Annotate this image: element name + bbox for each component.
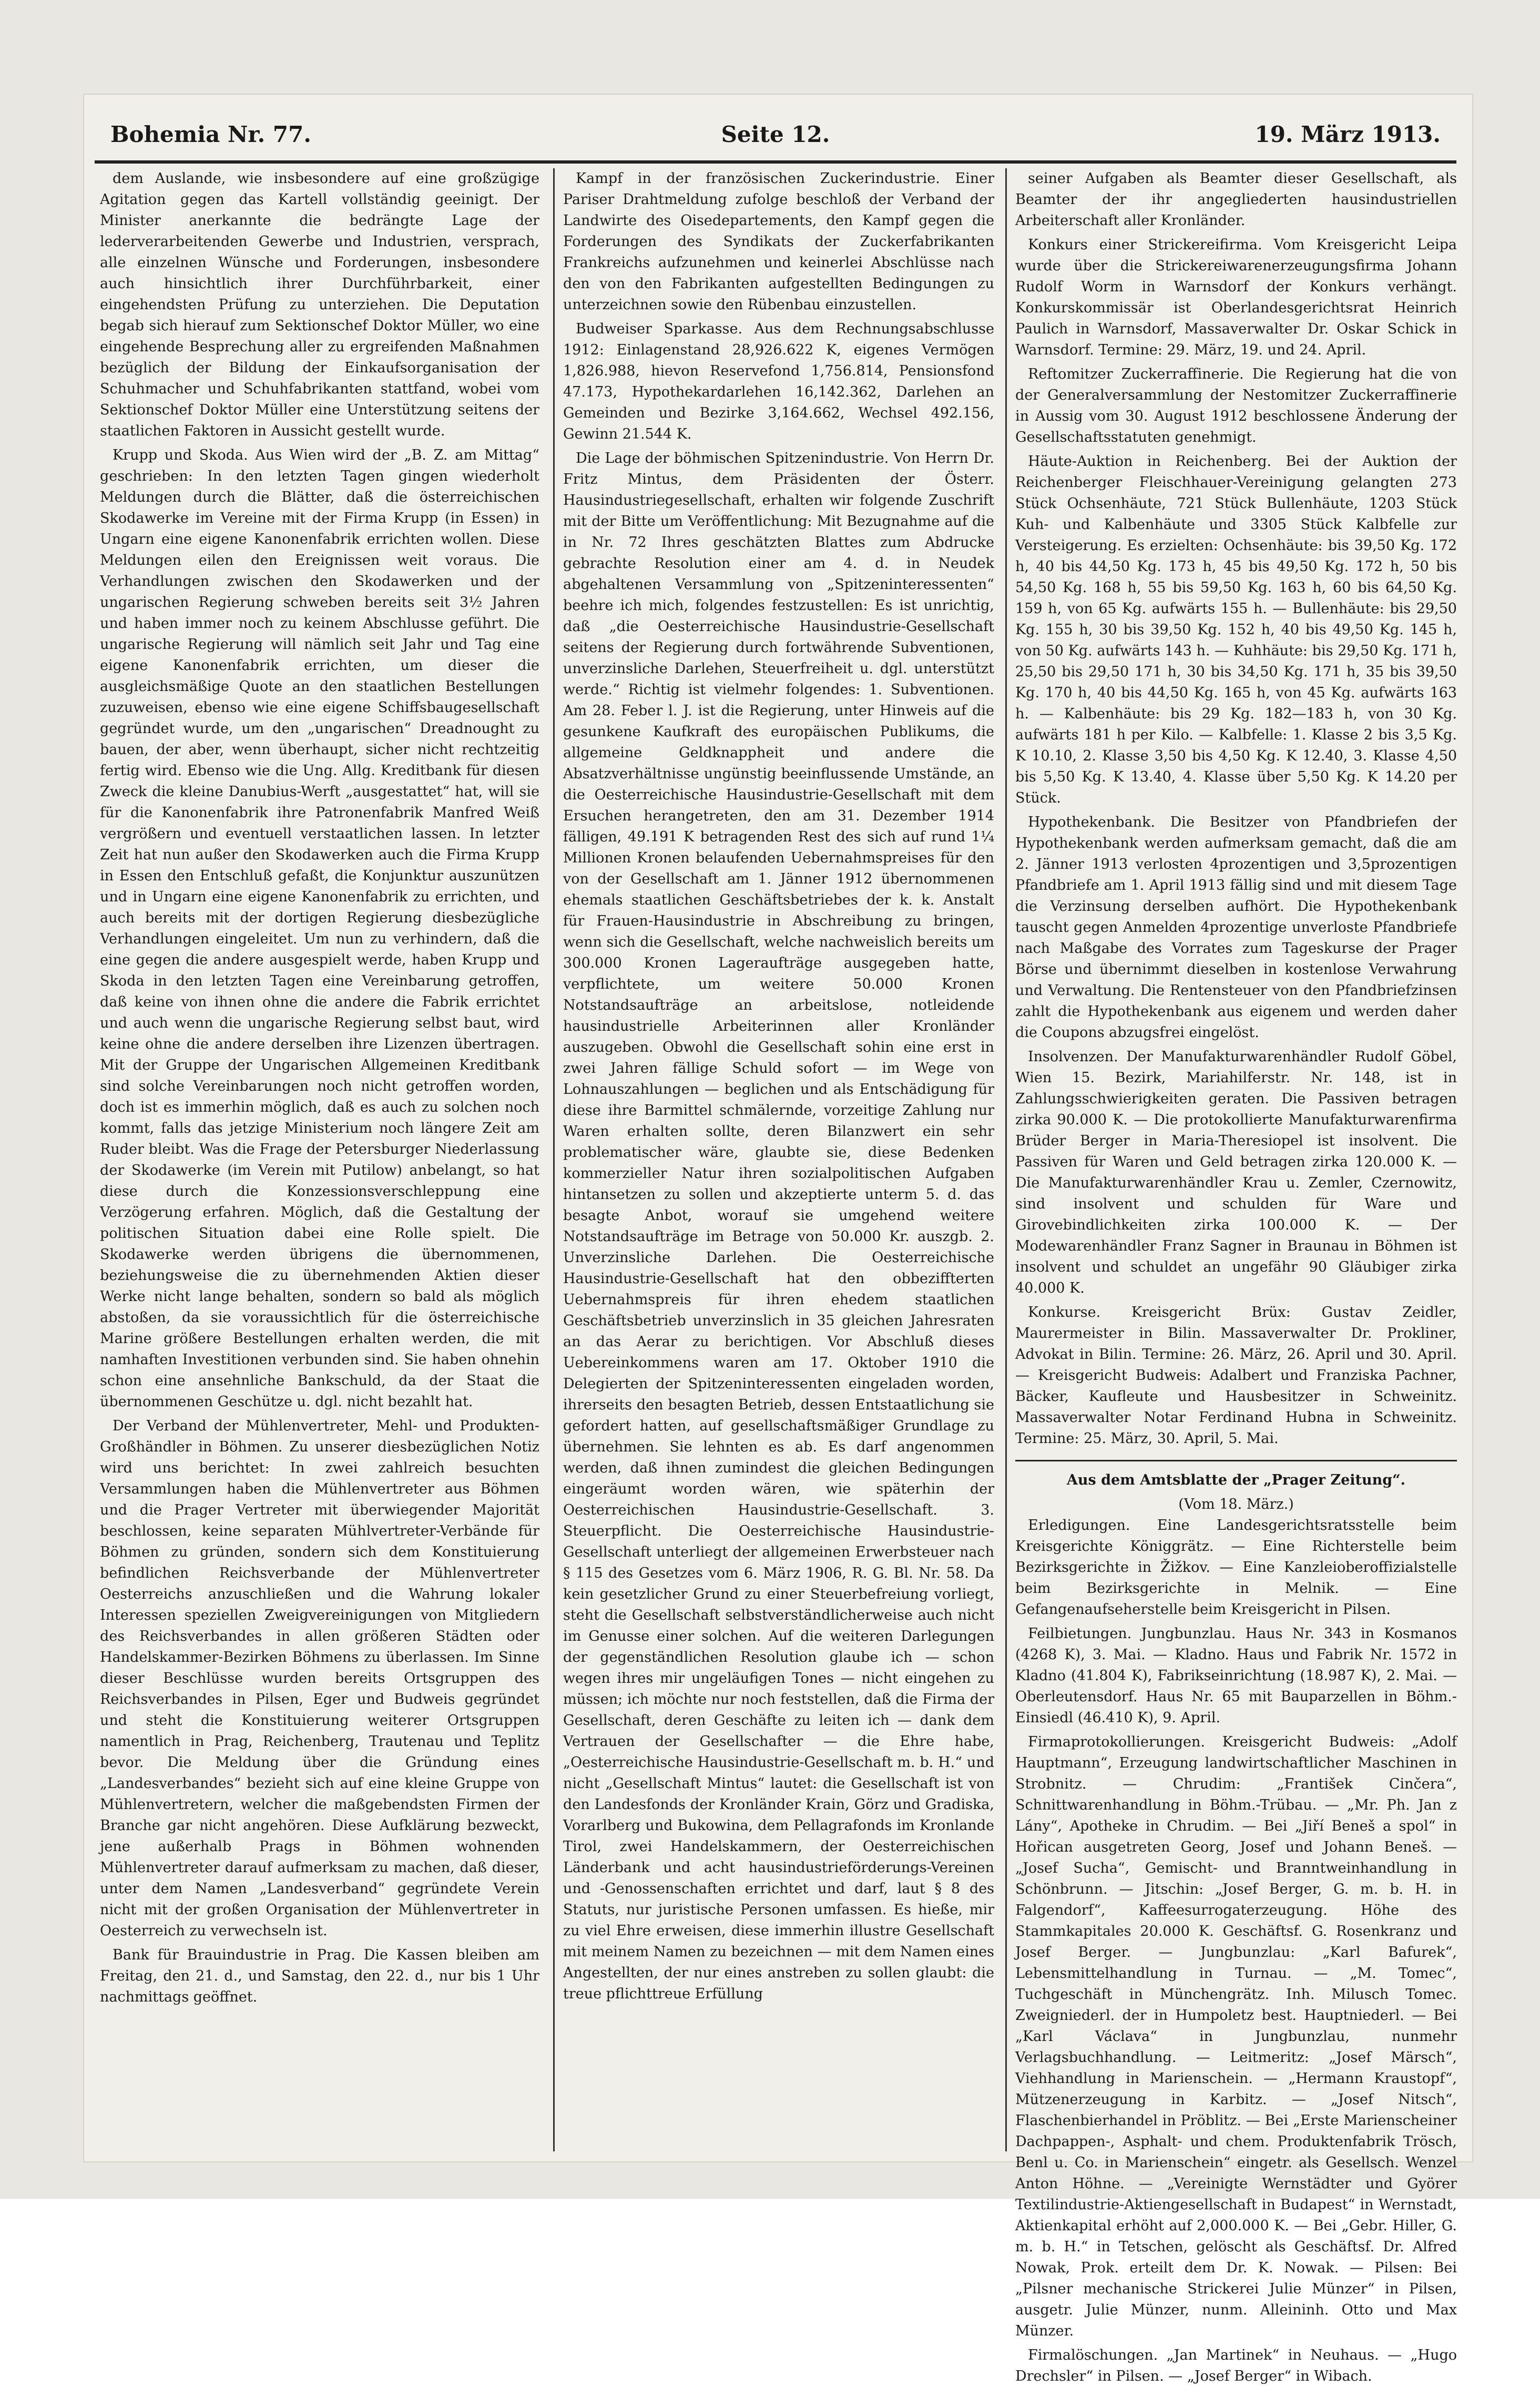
page-header [95, 118, 1456, 164]
article-paragraph: Konkurs einer Strickereifirma. Vom Kreisgericht Leipa wurde über die Strickereiwarenerzeugungsfirma Johann Rudolf Worm in Warnsdorf der Konkurs verhängt. Konkurskommissär ist Oberlandesgerichtsrat Heinrich Paulich in Warnsdorf, Massaverwalter Dr. Oskar Schick in Warnsdorf. Termine: 29. März, 19. und 24. April. [1015, 237, 1457, 358]
article-paragraph: Insolvenzen. Der Manufakturwarenhändler Rudolf Göbel, Wien 15. Bezirk, Mariahilferstr. Nr. 148, ist in Zahlungsschwierigkeiten geraten. Die Passiven betragen zirka 90.000 K. — Die protokollierte Manufakturwarenfirma Brüder Berger in Maria-Theresiopel ist insolvent. Die Passiven für Waren und Geld betragen zirka 120.000 K. — Die Manufakturwarenhändler Krau u. Zemler, Czernowitz, sind insolvent und schulden für Ware und Girovebindlichkeiten zirka 100.000 K. — Der Modewarenhändler Franz Sagner in Braunau in Böhmen ist insolvent und schuldet an ungefähr 90 Gläubiger zirka 40.000 K. [1015, 1049, 1457, 1296]
article-paragraph: dem Auslande, wie insbesondere auf eine großzügige Agitation gegen das Kartell vollständig geeinigt. Der Minister anerkannte die bedrängte Lage der lederverarbeitenden Gewerbe und Industrien, versprach, alle einzelnen Wünsche und Forderungen, insbesondere auch hinsichtlich ihrer Durchführbarkeit, einer eingehendsten Prüfung zu unterziehen. Die Deputation begab sich hierauf zum Sektionschef Doktor Müller, wo eine eingehende Besprechung aller zu ergreifenden Maßnahmen bezüglich der Bildung der Einkaufsorganisation der Schuhmacher und Schuhfabrikanten stattfand, wobei vom Sektionschef Doktor Müller eine Unterstützung seitens der staatlichen Faktoren in Aussicht gestellt wurde. [100, 170, 539, 439]
amtsblatt-paragraph: Firmaprotokollierungen. Kreisgericht Budweis: „Adolf Hauptmann“, Erzeugung landwirtschaftlicher Maschinen in Strobnitz. — Chrudim: „František Cinčera“, Schnittwarenhandlung in Böhm.-Trübau. — „Mr. Ph. Jan z Lány“, Apotheke in Chrudim. — Bei „Jiří Beneš a spol“ in Hořican ausgetreten Georg, Josef und Johann Beneš. — „Josef Sucha“, Gemischt- und Branntweinhandlung in Schönbrunn. — Jitschin: „Josef Berger, G. m. b. H. in Falgendorf“, Kaffeesurrogaterzeugung. Höhe des Stammkapitales 20.000 K. Geschäftsf. G. Rosenkranz und Josef Berger. — Jungbunzlau: „Karl Bafurek“, Lebensmittelhandlung in Turnau. — „M. Tomec“, Tuchgeschäft in Münchengrätz. Inh. Milusch Tomec. Zweigniederl. der in Humpoletz best. Hauptniederl. — Bei „Karl Václava“ in Jungbunzlau, nunmehr Verlagsbuchhandlung. — Leitmeritz: „Josef Märsch“, Viehhandlung in Marienschein. — „Hermann Kraustopf“, Mützenerzeugung in Karbitz. — „Josef Nitsch“, Flaschenbierhandel in Pröblitz. — Bei „Erste Marienscheiner Dachpappen-, Asphalt- und chem. Produktenfabrik Trösch, Benl u. Co. in Marienschein“ eingetr. als Gesellsch. Wenzel Anton Höhne. — „Vereinigte Wernstädter und Györer Textilindustrie-Aktiengesellschaft in Budapest“ in Wernstadt, Aktienkapital erhöht auf 2,000.000 K. — Bei „Gebr. Hiller, G. m. b. H.“ in Tetschen, gelöscht als Geschäftsf. Dr. Alfred Nowak, Prok. erteilt dem Dr. K. Nowak. — Pilsen: Bei „Pilsner mechanische Strickerei Julie Münzer“ in Pilsen, ausgetr. Julie Münzer, nunm. Alleininh. Otto und Max Münzer. [1015, 1734, 1457, 2339]
article-paragraph: Der Verband der Mühlenvertreter, Mehl- und Produkten-Großhändler in Böhmen. Zu unserer diesbezüglichen Notiz wird uns berichtet: In zwei zahlreich besuchten Versammlungen haben die Mühlenvertreter aus Böhmen und die Prager Vertreter mit überwiegender Majorität beschlossen, keine separaten Mühlvertreter-Verbände für Böhmen zu gründen, sondern sich dem Konstituierung befindlichen Reichsverbande der Mühlenvertreter Oesterreichs anzuschließen und die Wahrung lokaler Interessen speziellen Zweigvereinigungen von Mitgliedern des Reichsverbandes in allen größeren Städten oder Handelskammer-Bezirken Böhmens zu überlassen. Im Sinne dieser Beschlüsse wurden bereits Ortsgruppen des Reichsverbandes in Pilsen, Eger und Budweis gegründet und steht die Konstituierung weiterer Ortsgruppen namentlich in Prag, Reichenberg, Trautenau und Teplitz bevor. Die Meldung über die Gründung eines „Landesverbandes“ bezieht sich auf eine kleine Gruppe von Mühlenvertretern, welcher die maßgebendsten Firmen der Branche gar nicht angehören. Diese Aufklärung bezweckt, jene außerhalb Prags in Böhmen wohnenden Mühlenvertreter darauf aufmerksam zu machen, daß dieser, unter dem Namen „Landesverband“ gegründete Verein nicht mit der großen Organisation der Mühlenvertreter in Oesterreich zu verwechseln ist. [100, 1418, 539, 1939]
article-paragraph: Budweiser Sparkasse. Aus dem Rechnungsabschlusse 1912: Einlagenstand 28,926.622 K, eigenes Vermögen 1,826.988, hievon Reservefond 1,756.814, Pensionsfond 47.173, Hypothekardarlehen 16,142.362, Darlehen an Gemeinden und Bezirke 3,164.662, Wechsel 492.156, Gewinn 21.544 K. [563, 321, 994, 442]
amtsblatt-paragraph: Feilbietungen. Jungbunzlau. Haus Nr. 343 in Kosmanos (4268 K), 3. Mai. — Kladno. Haus und Fabrik Nr. 1572 in Kladno (41.804 K), Fabrikseinrichtung (18.987 K), 2. Mai. — Oberleutensdorf. Haus Nr. 65 mit Bauparzellen in Böhm.-Einsiedl (46.410 K), 9. April. [1015, 1626, 1457, 1726]
header-date: 19. März 1913. [1255, 121, 1441, 147]
article-paragraph: seiner Aufgaben als Beamter dieser Gesellschaft, als Beamter der ihr angegliederten hausindustriellen Arbeiterschaft aller Kronländer. [1015, 170, 1457, 229]
amtsblatt-title: Aus dem Amtsblatte der „Prager Zeitung“. [1066, 1472, 1406, 1488]
section-divider [1015, 1460, 1457, 1461]
article-paragraph: Krupp und Skoda. Aus Wien wird der „B. Z. am Mittag“ geschrieben: In den letzten Tagen gingen wiederholt Meldungen durch die Blätter, daß die österreichischen Skodawerke im Vereine mit der Firma Krupp (in Essen) in Ungarn eine eigene Kanonenfabrik errichten wollen. Diese Meldungen eilen den Ereignissen weit voraus. Die Verhandlungen zwischen den Skodawerken und der ungarischen Regierung schweben bereits seit 3½ Jahren und haben immer noch zu keinem Abschlusse geführt. Die ungarische Regierung will nämlich seit Jahr und Tag eine eigene Kanonenfabrik errichten, um dieser die ausgleichsmäßige Quote an den staatlichen Bestellungen zuzuweisen, ebenso wie eine eigene Schiffsbaugesellschaft gegründet wurde, um den „ungarischen“ Dreadnought zu bauen, der aber, wenn überhaupt, sicher nicht rechtzeitig fertig wird. Ebenso wie die Ung. Allg. Kreditbank für diesen Zweck die kleine Danubius-Werft „ausgestattet“ hat, will sie für die Kanonenfabrik ihre Patronenfabrik Manfred Weiß vergrößern und eventuell verstaatlichen lassen. In letzter Zeit hat nun außer den Skodawerken auch die Firma Krupp in Essen den Entschluß gefaßt, die Konjunktur auszunützen und in Ungarn eine eigene Kanonenfabrik zu errichten, und auch bereits mit der dortigen Regierung diesbezügliche Verhandlungen eingeleitet. Um nun zu verhindern, daß die eine gegen die andere ausgespielt werde, haben Krupp und Skoda in den letzten Tagen eine Vereinbarung getroffen, daß keine von ihnen ohne die andere die Fabrik errichtet und auch wenn die ungarische Regierung selbst baut, wird keine ohne die andere derselben ihre Lizenzen übertragen. Mit der Gruppe der Ungarischen Allgemeinen Kreditbank sind solche Vereinbarungen noch nicht getroffen worden, doch ist es immerhin möglich, daß es auch zu solchen noch kommt, falls das jetzige Ministerium noch längere Zeit am Ruder bleibt. Was die Frage der Petersburger Niederlassung der Skodawerke (im Verein mit Putilow) anbelangt, so hat diese durch die Konzessionsverschleppung eine Verzögerung erfahren. Möglich, daß die Gestaltung der politischen Situation dabei eine Rolle spielt. Die Skodawerke werden übrigens die übernommenen, beziehungsweise die zu übernehmenden Aktien dieser Werke nicht lange behalten, sondern so bald als möglich abstoßen, da sie voraussichtlich für die österreichische Marine größere Bestellungen erhalten werden, die mit namhaften Investitionen verbunden sind. Sie haben ohnehin schon eine ansehnliche Bankschuld, da der Staat die übernommenen Geschütze u. dgl. nicht bezahlt hat. [100, 447, 539, 1410]
article-paragraph: Die Lage der böhmischen Spitzenindustrie. Von Herrn Dr. Fritz Mintus, dem Präsidenten der Österr. Hausindustriegesellschaft, erhalten wir folgende Zuschrift mit der Bitte um Veröffentlichung: Mit Bezugnahme auf die in Nr. 72 Ihres geschätzten Blattes zum Abdrucke gebrachte Resolution einer am 4. d. in Neudek abgehaltenen Versammlung von „Spitzeninteressenten“ beehre ich mich, folgendes festzustellen: Es ist unrichtig, daß „die Oesterreichische Hausindustrie-Gesellschaft seitens der Regierung durch fortwährende Subventionen, unverzinsliche Darlehen, Steuerfreiheit u. dgl. unterstützt werde.“ Richtig ist vielmehr folgendes: 1. Subventionen. Am 28. Feber l. J. ist die Regierung, unter Hinweis auf die gesunkene Kaufkraft des europäischen Publikums, die allgemeine Geldknappheit und andere die Absatzverhältnisse ungünstig beeinflussende Umstände, an die Oesterreichische Hausindustrie-Gesellschaft mit dem Ersuchen herangetreten, den am 31. Dezember 1914 fälligen, 49.191 K betragenden Rest des sich auf rund 1¼ Millionen Kronen belaufenden Uebernahmspreises für den von der Gesellschaft am 1. Jänner 1912 übernommenen ehemals staatlichen Geschäftsbetriebes der k. k. Anstalt für Frauen-Hausindustrie in Abschreibung zu bringen, wenn sich die Gesellschaft, welche nachweislich bereits um 300.000 Kronen Lageraufträge ausgegeben hatte, verpflichtete, um weitere 50.000 Kronen Notstandsaufträge an arbeitslose, notleidende hausindustrielle Arbeiterinnen aller Kronländer auszugeben. Obwohl die Gesellschaft sohin eine erst in zwei Jahren fällige Schuld sofort — im Wege von Lohnauszahlungen — beglichen und als Entschädigung für diese ihre Barmittel schmälernde, vorzeitige Zahlung nur Waren erhalten sollte, deren Bilanzwert ein sehr problematischer wäre, glaubte sie, diese Bedenken kommerzieller Natur ihren sozialpolitischen Aufgaben hintansetzen zu sollen und akzeptierte unterm 5. d. das besagte Anbot, worauf sie umgehend weitere Notstandsaufträge im Betrage von 50.000 Kr. auszgb. 2. Unverzinsliche Darlehen. Die Oesterreichische Hausindustrie-Gesellschaft hat den obbeziffterten Uebernahmspreis für ihren ehedem staatlichen Geschäftsbetrieb unverzinslich in 35 gleichen Jahresraten an das Aerar zu berichtigen. Vor Abschluß dieses Uebereinkommens waren am 17. Oktober 1910 die Delegierten der Spitzeninteressenten eingeladen worden, ihrerseits den besagten Betrieb, dessen Entstaatlichung sie gefordert hatten, auf gesellschaftsmäßiger Grundlage zu übernehmen. Sie lehnten es ab. Es darf angenommen werden, daß ihnen zumindest die gleichen Bedingungen eingeräumt worden wären, wie späterhin der Oesterreichischen Hausindustrie-Gesellschaft. 3. Steuerpflicht. Die Oesterreichische Hausindustrie-Gesellschaft unterliegt der allgemeinen Erwerbsteuer nach § 115 des Gesetzes vom 6. März 1906, R. G. Bl. Nr. 58. Da kein gesetzlicher Grund zu einer Steuerbefreiung vorliegt, steht die Gesellschaft selbstverständlicherweise auch nicht im Genusse einer solchen. Auf die weiteren Darlegungen der gegenständlichen Resolution glaube ich — schon wegen ihres mir ungeläufigen Tones — nicht eingehen zu müssen; ich möchte nur noch feststellen, daß die Firma der Gesellschaft, deren Geschäfte zu leiten ich — dank dem Vertrauen der Gesellschafter — die Ehre habe, „Oesterreichische Hausindustrie-Gesellschaft m. b. H.“ und nicht „Gesellschaft Mintus“ lautet: die Gesellschaft ist von den Landesfonds der Kronländer Krain, Görz und Gradiska, Vorarlberg und Bukowina, dem Pellagrafonds im Kronlande Tirol, zwei Handelskammern, der Oesterreichischen Länderbank und acht hausindustrieförderungs-Vereinen und -Genossenschaften errichtet und darf, laut § 8 des Statuts, nur juristische Personen umfassen. Es hieße, mir zu viel Ehre erweisen, diese immerhin illustre Gesellschaft mit meinem Namen zu bezeichnen — mit dem Namen eines Angestellten, der nur eines anstreben zu sollen glaubt: die treue pflichttreue Erfüllung [563, 450, 994, 2002]
amtsblatt-paragraph: Erledigungen. Eine Landesgerichtsratsstelle beim Kreisgerichte Königgrätz. — Eine Richterstelle beim Bezirksgerichte in Žižkov. — Eine Kanzleioberoffizialstelle beim Bezirksgerichte in Melnik. — Eine Gefangenaufseherstelle beim Kreisgericht in Pilsen. [1015, 1517, 1457, 1618]
article-paragraph: Häute-Auktion in Reichenberg. Bei der Auktion der Reichenberger Fleischhauer-Vereinigung gelangten 273 Stück Ochsenhäute, 721 Stück Bullenhäute, 1203 Stück Kuh- und Kalbenhäute und 3305 Stück Kalbfelle zur Versteigerung. Es erzielten: Ochsenhäute: bis 39,50 Kg. 172 h, 40 bis 44,50 Kg. 173 h, 45 bis 49,50 Kg. 172 h, 50 bis 54,50 Kg. 168 h, 55 bis 59,50 Kg. 163 h, 60 bis 64,50 Kg. 159 h, von 65 Kg. aufwärts 155 h. — Bullenhäute: bis 29,50 Kg. 155 h, 30 bis 39,50 Kg. 152 h, 40 bis 49,50 Kg. 145 h, von 50 Kg. aufwärts 143 h. — Kuhhäute: bis 29,50 Kg. 171 h, 25,50 bis 29,50 171 h, 30 bis 34,50 Kg. 171 h, 35 bis 39,50 Kg. 170 h, 40 bis 44,50 Kg. 165 h, von 45 Kg. aufwärts 163 h. — Kalbenhäute: bis 29 Kg. 182—183 h, von 30 Kg. aufwärts 181 h per Kilo. — Kalbfelle: 1. Klasse 2 bis 3,5 Kg. K 10.10, 2. Klasse 3,50 bis 4,50 Kg. K 12.40, 3. Klasse 4,50 bis 5,50 Kg. K 13.40, 4. Klasse über 5,50 Kg. K 14.20 per Stück. [1015, 453, 1457, 806]
amtsblatt-date: (Vom 18. März.) [1178, 1496, 1294, 1512]
article-paragraph: Kampf in der französischen Zuckerindustrie. Einer Pariser Drahtmeldung zufolge beschloß der Verband der Landwirte des Oisedepartements, den Kampf gegen die Forderungen des Syndikats der Zuckerfabrikanten Frankreichs aufzunehmen und keinerlei Abschlüsse nach den von den Fabrikanten aufgestellten Bedingungen zu unterzeichnen sowie den Rübenbau einzustellen. [563, 170, 994, 313]
article-footer-note: Bank für Brauindustrie in Prag. Die Kassen bleiben am Freitag, den 21. d., und Samstag, den 22. d., nur bis 1 Uhr nachmittags geöffnet. [100, 1947, 539, 2005]
column-middle [553, 168, 994, 2151]
article-paragraph: Konkurse. Kreisgericht Brüx: Gustav Zeidler, Maurermeister in Bilin. Massaverwalter Dr. Prokliner, Advokat in Bilin. Termine: 26. März, 26. April und 30. April. — Kreisgericht Budweis: Adalbert und Franziska Pachner, Bäcker, Kaufleute und Hausbesitzer in Schweinitz. Massaverwalter Notar Ferdinand Hubna in Schweinitz. Termine: 25. März, 30. April, 5. Mai. [1015, 1304, 1457, 1447]
header-publication: Bohemia Nr. 77. [110, 121, 311, 147]
amtsblatt-paragraph: Firmalöschungen. „Jan Martinek“ in Neuhaus. — „Hugo Drechsler“ in Pilsen. — „Josef Berger“ in Wibach. [1015, 2347, 1457, 2384]
article-paragraph: Reftomitzer Zuckerraffinerie. Die Regierung hat die von der Generalversammlung der Nestomitzer Zuckerraffinerie in Aussig vom 30. August 1912 beschlossene Änderung der Gesellschaftsstatuten genehmigt. [1015, 366, 1457, 445]
column-right [1005, 168, 1457, 2384]
header-page-number: Seite 12. [721, 121, 830, 147]
article-paragraph: Hypothekenbank. Die Besitzer von Pfandbriefen der Hypothekenbank werden aufmerksam gemacht, daß die am 2. Jänner 1913 verlosten 4prozentigen und 3,5prozentigen Pfandbriefe am 1. April 1913 fällig sind und mit diesem Tage die Verzinsung derselben aufhört. Die Hypothekenbank tauscht gegen Anmelden 4prozentige unverloste Pfandbriefe nach Maßgabe des Vorrates zum Tageskurse der Prager Börse und übernimmt dieselben in kostenlose Verwahrung und Verwaltung. Die Rentensteuer von den Pfandbriefzinsen zahlt die Hypothekenbank aus eigenem und werden daher die Coupons abzugsfrei eingelöst. [1015, 814, 1457, 1041]
column-left [100, 168, 539, 2151]
